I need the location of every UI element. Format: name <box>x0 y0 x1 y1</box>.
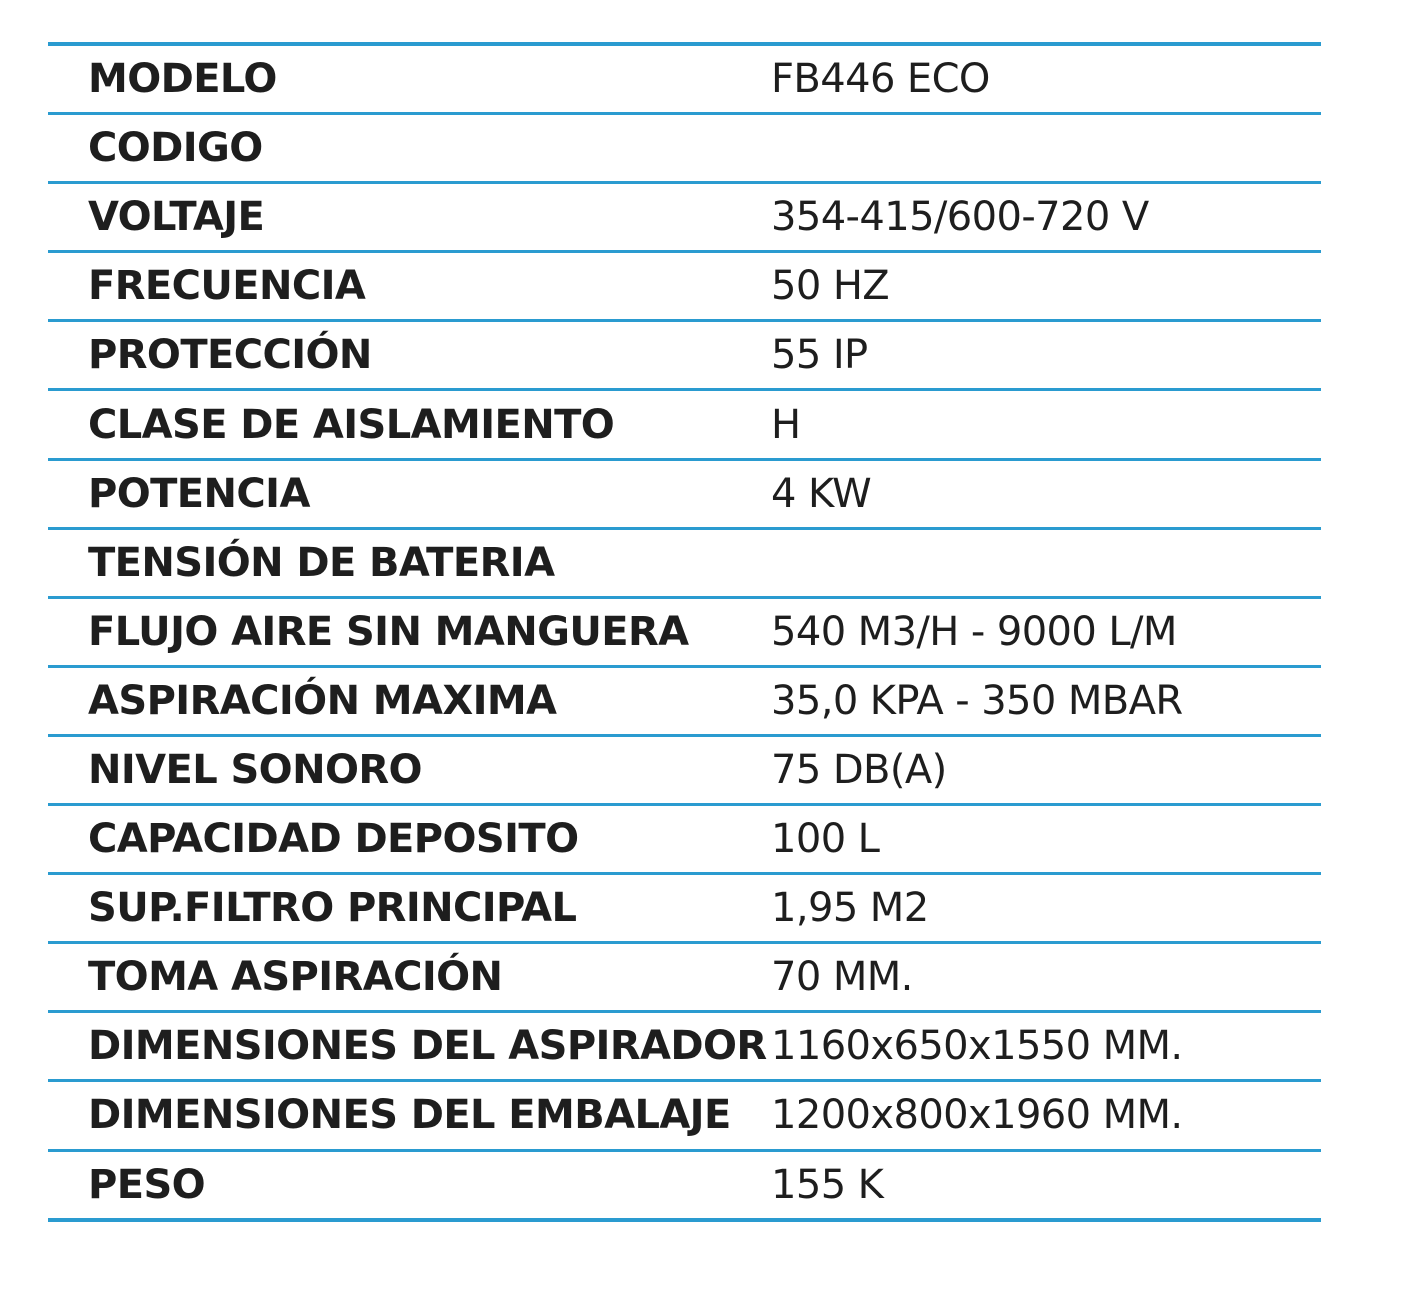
spec-label: TOMA ASPIRACIÓN <box>88 954 503 1001</box>
spec-value: FB446 ECO <box>771 56 990 103</box>
spec-label: DIMENSIONES DEL EMBALAJE <box>88 1092 731 1139</box>
spec-row-frecuencia <box>48 253 1321 322</box>
spec-row-dimensiones-embalaje <box>48 1082 1321 1151</box>
spec-value: 100 L <box>771 816 880 863</box>
spec-row-proteccion <box>48 322 1321 391</box>
spec-value: 155 K <box>771 1161 884 1208</box>
spec-row-codigo <box>48 115 1321 184</box>
spec-row-flujo-aire <box>48 599 1321 668</box>
spec-value: 35,0 KPA - 350 MBAR <box>771 677 1183 724</box>
spec-label: VOLTAJE <box>88 194 265 241</box>
spec-row-nivel-sonoro <box>48 737 1321 806</box>
spec-label: PROTECCIÓN <box>88 332 372 379</box>
spec-row-capacidad-deposito <box>48 806 1321 875</box>
spec-row-dimensiones-aspirador <box>48 1013 1321 1082</box>
spec-label: CAPACIDAD DEPOSITO <box>88 816 579 863</box>
spec-label: CLASE DE AISLAMIENTO <box>88 401 615 448</box>
spec-value: 70 MM. <box>771 954 913 1001</box>
spec-value: 354-415/600-720 V <box>771 194 1149 241</box>
spec-row-potencia <box>48 461 1321 530</box>
spec-label: NIVEL SONORO <box>88 746 422 793</box>
spec-label: FLUJO AIRE SIN MANGUERA <box>88 608 689 655</box>
spec-label: POTENCIA <box>88 470 310 517</box>
spec-row-voltaje <box>48 184 1321 253</box>
spec-row-aspiracion-maxima <box>48 668 1321 737</box>
spec-value: 55 IP <box>771 332 868 379</box>
spec-value: 1200x800x1960 MM. <box>771 1092 1183 1139</box>
spec-label: PESO <box>88 1161 206 1208</box>
spec-value: 1160x650x1550 MM. <box>771 1023 1183 1070</box>
spec-label: SUP.FILTRO PRINCIPAL <box>88 885 577 932</box>
spec-row-clase-aislamiento <box>48 391 1321 460</box>
spec-row-tension-bateria <box>48 530 1321 599</box>
spec-label: ASPIRACIÓN MAXIMA <box>88 677 557 724</box>
spec-row-peso <box>48 1152 1321 1222</box>
spec-value: 50 HZ <box>771 263 890 310</box>
spec-label: MODELO <box>88 56 277 103</box>
spec-row-sup-filtro <box>48 875 1321 944</box>
spec-value: 4 KW <box>771 470 872 517</box>
spec-value: 75 DB(A) <box>771 746 947 793</box>
spec-label: FRECUENCIA <box>88 263 366 310</box>
spec-label: TENSIÓN DE BATERIA <box>88 539 555 586</box>
spec-label: DIMENSIONES DEL ASPIRADOR <box>88 1023 767 1070</box>
spec-table <box>48 42 1321 1222</box>
spec-row-toma-aspiracion <box>48 944 1321 1013</box>
spec-value: H <box>771 401 801 448</box>
spec-label: CODIGO <box>88 125 263 172</box>
spec-row-modelo <box>48 46 1321 115</box>
spec-value: 1,95 M2 <box>771 885 929 932</box>
spec-value: 540 M3/H - 9000 L/M <box>771 608 1177 655</box>
